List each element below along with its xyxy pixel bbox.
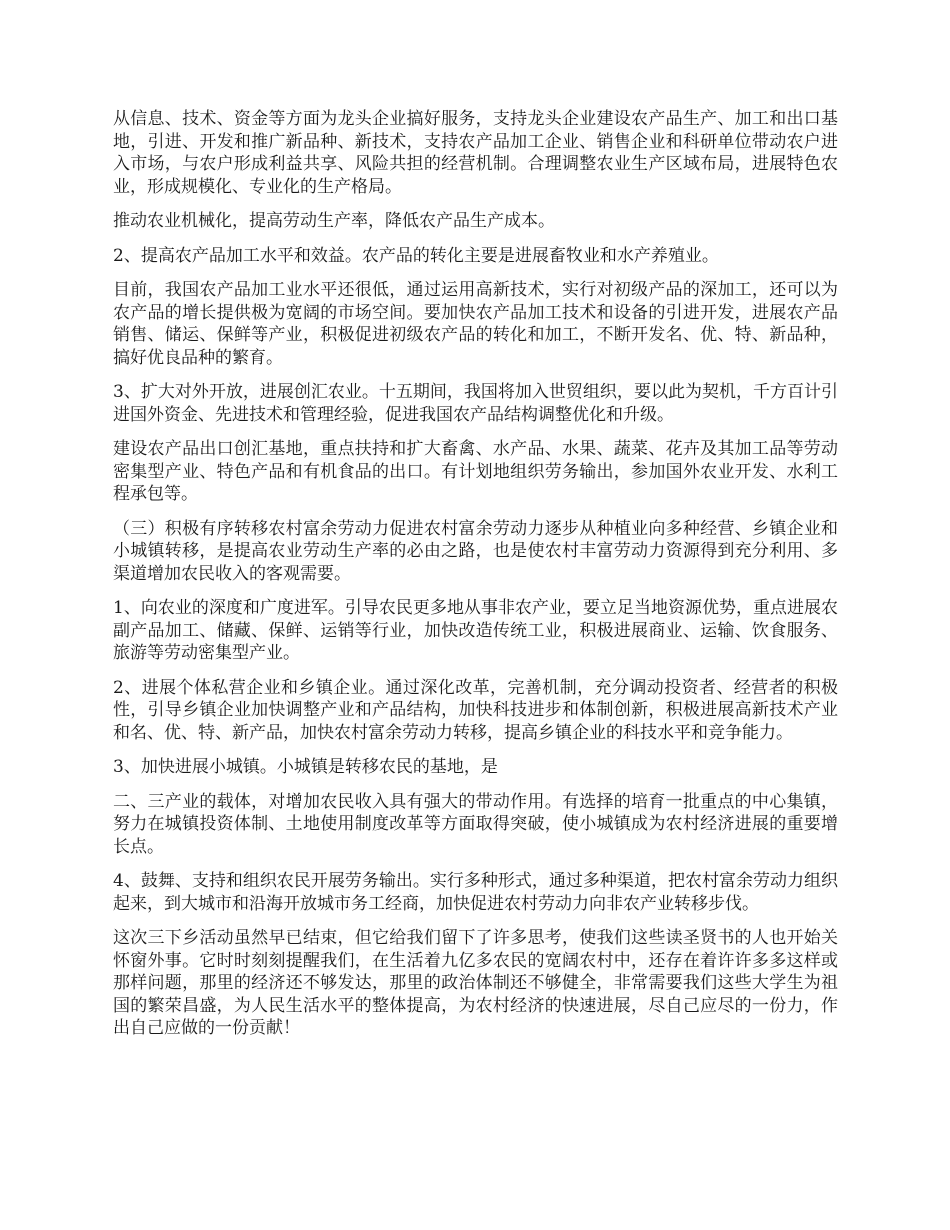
paragraph-depth-breadth: 1、向农业的深度和广度进军。引导农民更多地从事非农产业，要立足当地资源优势，重点进展农副产品加工、储藏、保鲜、运销等行业，加快改造传统工业，积极进展商业、运输、饮食服务、旅游等劳动密集型产业。 — [113, 598, 838, 663]
paragraph-secondary-tertiary: 二、三产业的载体，对增加农民收入具有强大的带动作用。有选择的培育一批重点的中心集镇，努力在城镇投资体制、土地使用制度改革等方面取得突破，使小城镇成为农村经济进展的重要增长点。 — [113, 791, 838, 857]
paragraph-township-enterprises: 2、进展个体私营企业和乡镇企业。通过深化改革，完善机制，充分调动投资者、经营者的积极性，引导乡镇企业加快调整产业和产品结构，加快科技进步和体制创新，积极进展高新技术产业和名、优、特、新产品，加快农村富余劳动力转移，提高乡镇企业的科技水平和竞争能力。 — [113, 677, 838, 743]
paragraph-section-three: （三）积极有序转移农村富余劳动力促进农村富余劳动力逐步从种植业向多种经营、乡镇企业和小城镇转移，是提高农业劳动生产率的必由之路，也是使农村丰富劳动力资源得到充分利用、多渠道增加农民收入的客观需要。 — [113, 518, 838, 584]
paragraph-conclusion: 这次三下乡活动虽然早已结束，但它给我们留下了许多思考，使我们这些读圣贤书的人也开始关怀窗外事。它时时刻刻提醒我们，在生活着九亿多农民的宽阔农村中，还存在着许许多多这样或那样问题，那里的经济还不够发达，那里的政治体制还不够健全，非常需要我们这些大学生为祖国的繁荣昌盛，为人民生活水平的整体提高，为农村经济的快速进展，尽自己应尽的一份力，作出自己应做的一份贡献！ — [113, 928, 838, 1038]
paragraph-open-trade-heading: 3、扩大对外开放，进展创汇农业。十五期间，我国将加入世贸组织，要以此为契机，千方百计引进国外资金、先进技术和管理经验，促进我国农产品结构调整优化和升级。 — [113, 382, 838, 425]
paragraph-labor-export: 4、鼓舞、支持和组织农民开展劳务输出。实行多种形式，通过多种渠道，把农村富余劳动力组织起来，到大城市和沿海开放城市务工经商，加快促进农村劳动力向非农产业转移步伐。 — [113, 871, 838, 914]
paragraph-longtou-enterprises: 从信息、技术、资金等方面为龙头企业搞好服务，支持龙头企业建设农产品生产、加工和出口基地，引进、开发和推广新品种、新技术，支持农产品加工企业、销售企业和科研单位带动农户进入市场，与农户形成利益共享、风险共担的经营机制。合理调整农业生产区域布局，进展特色农业，形成规模化、专业化的生产格局。 — [113, 109, 838, 197]
paragraph-export-base: 建设农产品出口创汇基地，重点扶持和扩大畜禽、水产品、水果、蔬菜、花卉及其加工品等劳动密集型产业、特色产品和有机食品的出口。有计划地组织劳务输出，参加国外农业开发、水利工程承包等。 — [113, 439, 838, 504]
document-page — [113, 108, 838, 1052]
paragraph-processing-detail: 目前，我国农产品加工业水平还很低，通过运用高新技术，实行对初级产品的深加工，还可以为农产品的增长提供极为宽阔的市场空间。要加快农产品加工技术和设备的引进开发，进展农产品销售、储运、保鲜等产业，积极促进初级农产品的转化和加工，不断开发名、优、特、新品种，搞好优良品种的繁育。 — [113, 280, 838, 368]
paragraph-mechanization: 推动农业机械化，提高劳动生产率，降低农产品生产成本。 — [113, 211, 555, 231]
paragraph-processing-heading: 2、提高农产品加工水平和效益。农产品的转化主要是进展畜牧业和水产养殖业。 — [113, 245, 719, 266]
paragraph-small-towns: 3、加快进展小城镇。小城镇是转移农民的基地，是 — [113, 757, 498, 777]
